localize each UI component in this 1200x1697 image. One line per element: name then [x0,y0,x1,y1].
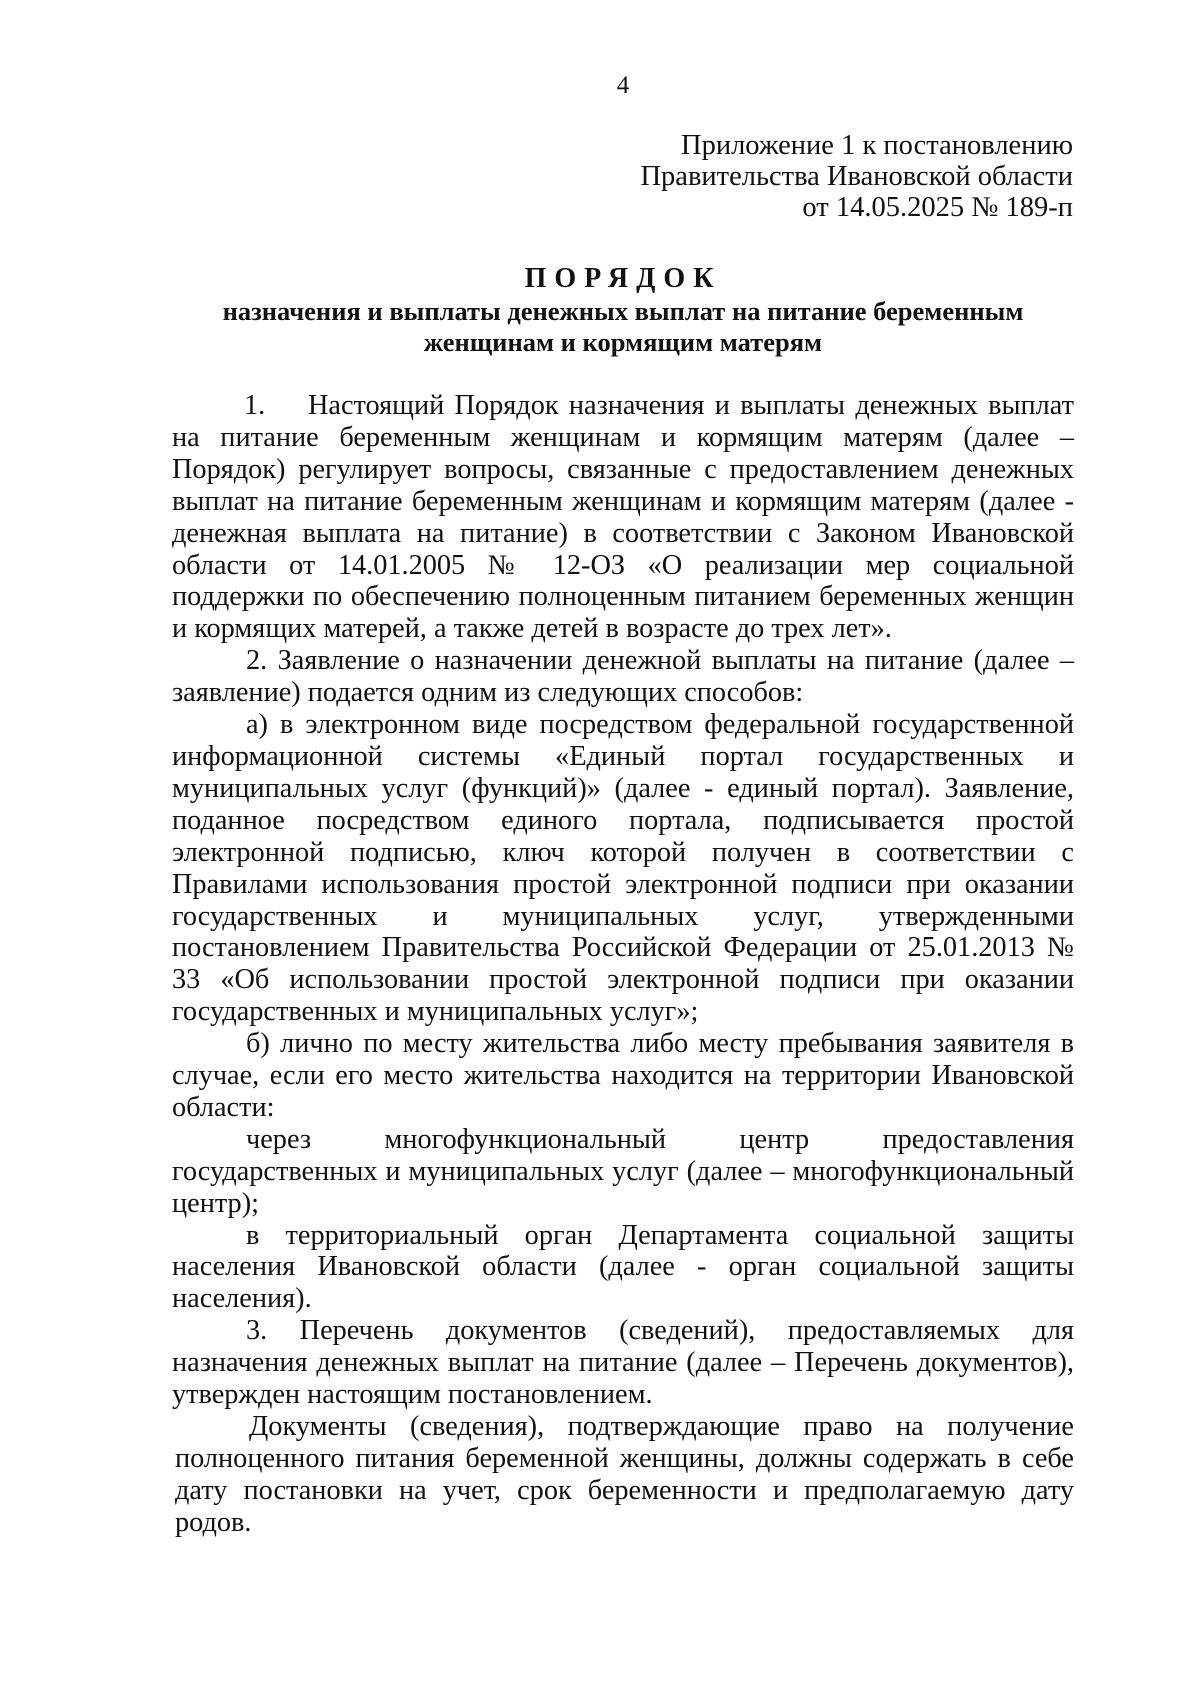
appendix-header [640,130,1073,223]
paragraph-1-number: 1. [244,390,266,421]
title-sub-line-1: назначения и выплаты денежных выплат на питание беременным [222,296,1024,326]
title-sub-line-2: женщинам и кормящим матерям [423,327,823,357]
paragraph-2: 2. Заявление о назначении денежной выплаты на питание (далее – заявление) подается одним из следующих способов: [172,645,1074,709]
paragraph-2b-social-protection: в территориальный орган Департамента социальной защиты населения Ивановской области (далее - орган социальной защиты населения). [172,1219,1074,1315]
document-title [172,262,1074,358]
paragraph-1-text: Настоящий Порядок назначения и выплаты денежных выплат на питание беременным женщинам и кормящим матерям (далее – Порядок) регулирует вопросы, связанные с предоставлением денежных выплат на питание беременным женщинам и кормящим матерям (далее - денежная выплата на питание) в соответствии с Законом Ивановской области от 14.01.2005 № 12-ОЗ «О реализации мер социальной поддержки по обеспечению полноценным питанием беременных женщин и кормящих матерей, а также детей в возрасте до трех лет». [172,390,1074,645]
paragraph-2b: б) лично по месту жительства либо месту пребывания заявителя в случае, если его место жительства находится на территории Ивановской области: [172,1028,1074,1123]
paragraph-2b-mfc: через многофункциональный центр предоставления государственных и муниципальных услуг (далее – многофункциональный центр); [172,1123,1074,1219]
appendix-line-2: Правительства Ивановской области [640,161,1073,192]
page-number: 4 [616,72,630,99]
paragraph-4: Документы (сведения), подтверждающие право на получение полноценного питания беременной женщины, должны содержать в себе дату постановки на учет, срок беременности и предполагаемую дату родов. [175,1411,1074,1538]
paragraph-2a: а) в электронном виде посредством федеральной государственной информационной системы «Единый портал государственных и муниципальных услуг (функций)» (далее - единый портал). Заявление, поданное посредством единого портала, подписывается простой электронной подписью, ключ которой получен в соответствии с Правилами использования простой электронной подписи при оказании государственных и муниципальных услуг, утвержденными постановлением Правительства Российской Федерации от 25.01.2013 № 33 «Об использовании простой электронной подписи при оказании государственных и муниципальных услуг»; [172,709,1074,1028]
document-body [172,390,1074,1539]
title-main: ПОРЯДОК [524,263,722,294]
paragraph-3: 3. Перечень документов (сведений), предоставляемых для назначения денежных выплат на питание (далее – Перечень документов), утвержден настоящим постановлением. [172,1315,1074,1411]
paragraph-1 [172,390,1074,645]
appendix-line-3: от 14.05.2025 № 189-п [802,192,1073,223]
appendix-line-1: Приложение 1 к постановлению [680,130,1073,161]
